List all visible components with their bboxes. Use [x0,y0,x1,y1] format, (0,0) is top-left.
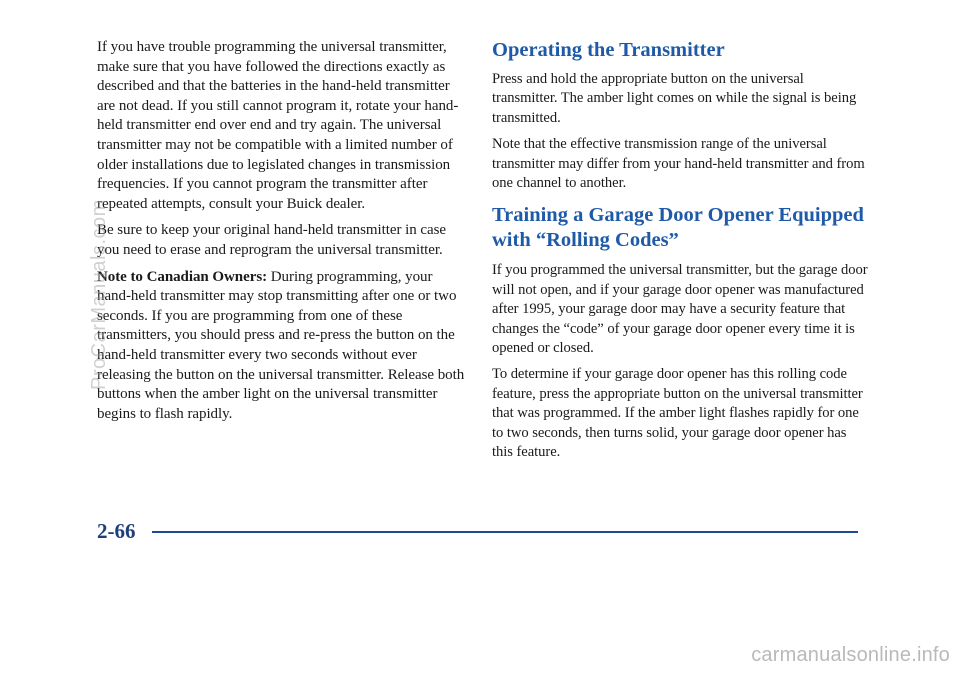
operating-paragraph-1: Press and hold the appropriate button on the universal transmitter. The amber light comes on while the signal is being transmitted. [492,71,857,126]
right-column [492,38,868,470]
footer-divider [152,531,858,533]
rolling-codes-paragraph-2: To determine if your garage door opener has this rolling code feature, press the appropriate button on the universal transmitter that was programmed. If the amber light flashes rapidly for one to two seconds, then turns solid, your garage door opener has this feature. [492,366,863,461]
operating-paragraph-2: Note that the effective transmission range of the universal transmitter may differ from your hand-held transmitter and from one channel to another. [492,136,865,192]
canadian-owners-note [97,268,469,425]
vertical-watermark: ProCarManuals.com [88,199,110,390]
rolling-codes-paragraph-1: If you programmed the universal transmitter, but the garage door will not open, and if your garage door opener was manufactured after 1995, your garage door may have a security feature that changes the “code” of your garage door opener every time it is opened or closed. [492,262,868,357]
page-number: 2-66 [97,519,136,543]
operating-transmitter-heading: Operating the Transmitter [492,39,725,61]
troubleshooting-paragraph: If you have trouble programming the universal transmitter, make sure that you have followed the directions exactly as described and that the batteries in the hand-held transmitter are not dead. If you still cannot program it, rotate your hand-held transmitter end over end and try again. The universal transmitter may not be compatible with a limited number of older installations due to legislated changes in transmission frequencies. If you cannot program the transmitter after repeated attempts, consult your Buick dealer. [97,39,459,212]
canadian-note-lead: Note to Canadian Owners: [97,268,268,285]
keep-transmitter-paragraph: Be sure to keep your original hand-held transmitter in case you need to erase and reprogram the universal transmitter. [97,222,447,258]
left-column [97,38,469,431]
rolling-codes-heading: Training a Garage Door Opener Equipped with “Rolling Codes” [492,204,864,252]
canadian-note-text: During programming, your hand-held transmitter may stop transmitting after one or two seconds. If you are programming from one of these transmitters, you should press and re-press the button on the hand-held transmitter every two seconds without ever releasing the button on the universal transmitter. Release both buttons when the amber light on the universal transmitter begins to flash rapidly. [97,268,465,422]
site-watermark: carmanualsonline.info [751,644,950,666]
